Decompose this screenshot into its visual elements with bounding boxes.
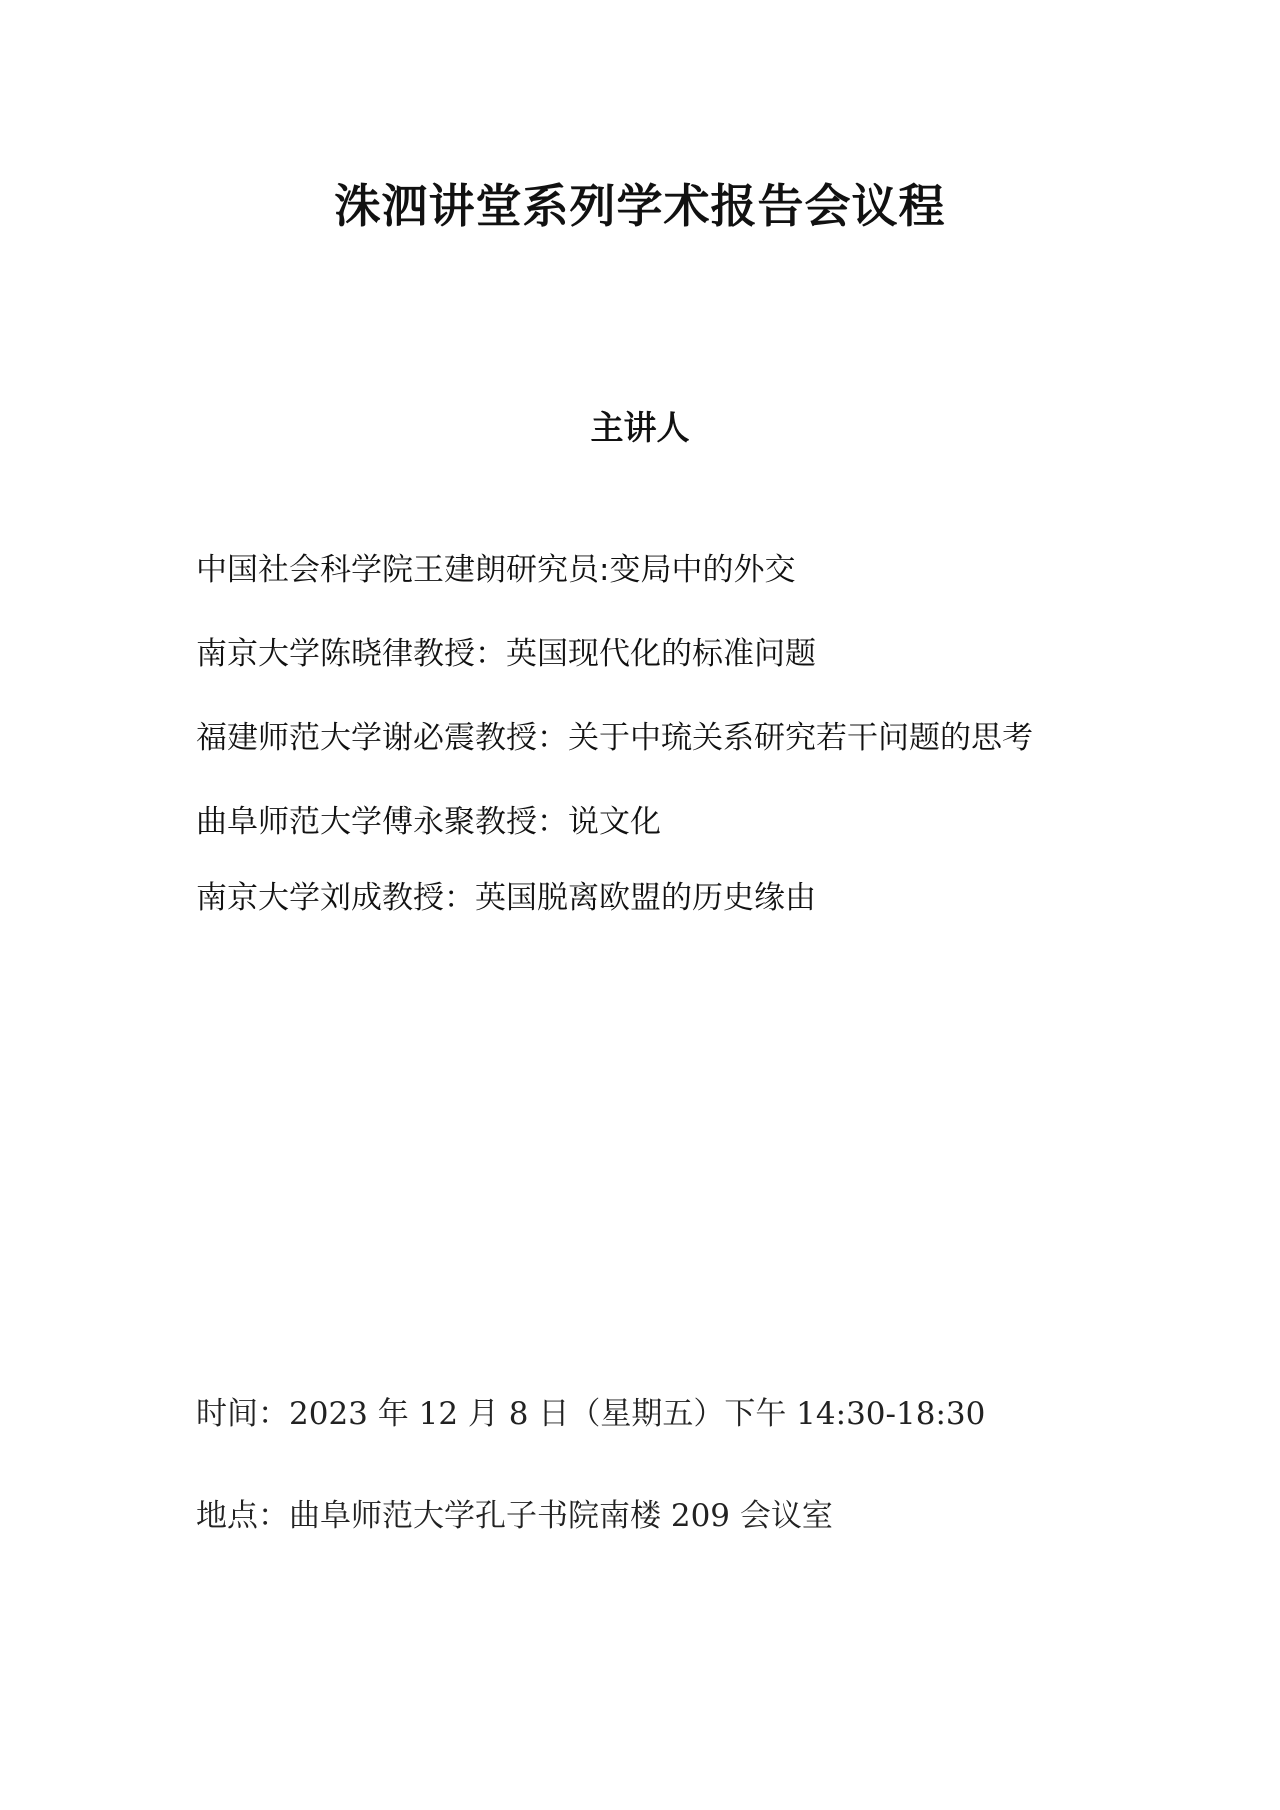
speaker-item: 南京大学刘成教授：英国脱离欧盟的历史缘由	[196, 880, 816, 916]
page-title: 洙泗讲堂系列学术报告会议程	[334, 179, 946, 233]
speaker-item: 曲阜师范大学傅永聚教授：说文化	[196, 804, 661, 840]
speaker-item: 南京大学陈晓律教授：英国现代化的标准问题	[196, 636, 816, 672]
speaker-item: 福建师范大学谢必震教授：关于中琉关系研究若干问题的思考	[196, 720, 1033, 756]
speaker-list	[196, 550, 1033, 962]
event-time: 时间：2023 年 12 月 8 日（星期五）下午 14:30-18:30	[196, 1396, 986, 1432]
speaker-item: 中国社会科学院王建朗研究员:变局中的外交	[196, 552, 796, 588]
speakers-heading: 主讲人	[590, 408, 690, 447]
event-location: 地点：曲阜师范大学孔子书院南楼 209 会议室	[196, 1498, 833, 1534]
